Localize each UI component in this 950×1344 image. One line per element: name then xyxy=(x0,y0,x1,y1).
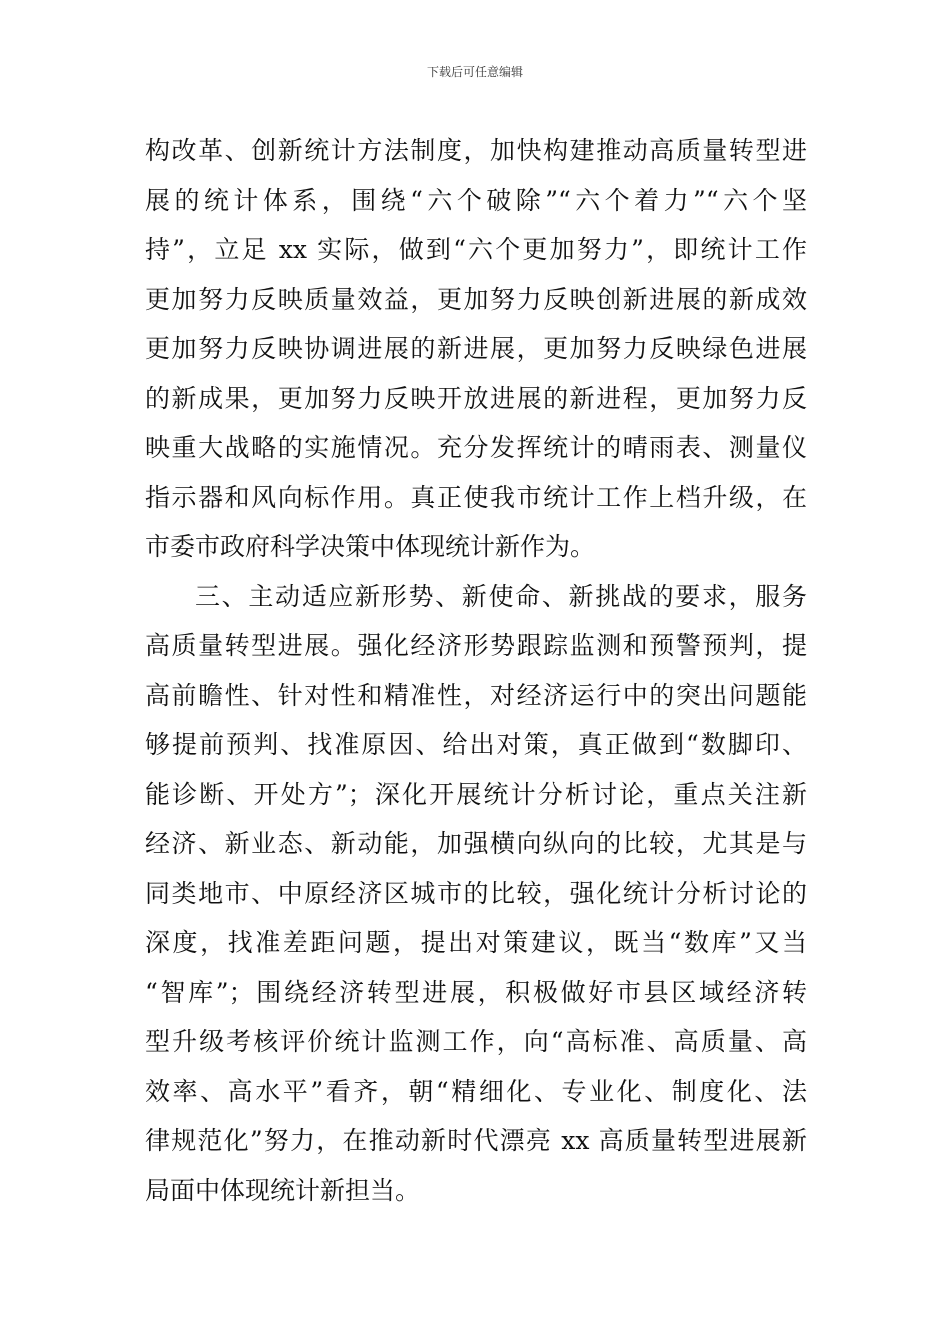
text-line: 高质量转型进展。强化经济形势跟踪监测和预警预判，提 xyxy=(145,631,807,660)
text-line: 更加努力反映质量效益，更加努力反映创新进展的新成效 xyxy=(145,284,807,314)
text-line: 构改革、创新统计方法制度，加快构建推动高质量转型进 xyxy=(145,136,807,165)
page-header-note: 下载后可任意编辑 xyxy=(426,65,523,79)
text-line: 深度，找准差距问题，提出对策建议，既当“数库”又当 xyxy=(145,928,807,957)
text-line: 够提前预判、找准原因、给出对策，真正做到“数脚印、 xyxy=(145,730,807,759)
text-line: 持”，立足 xx 实际，做到“六个更加努力”，即统计工作 xyxy=(145,235,807,264)
text-line: 映重大战略的实施情况。充分发挥统计的晴雨表、测量仪 xyxy=(145,433,807,462)
paragraph-end-line: 市委市政府科学决策中体现统计新作为。 xyxy=(145,532,596,561)
paragraph-end-line: 局面中体现统计新担当。 xyxy=(145,1175,421,1205)
text-line: 指示器和风向标作用。真正使我市统计工作上档升级，在 xyxy=(145,482,807,512)
text-line: 展的统计体系，围绕“六个破除”“六个着力”“六个坚 xyxy=(145,185,807,215)
text-line: 更加努力反映协调进展的新进展，更加努力反映绿色进展 xyxy=(145,334,807,363)
text-line: 高前瞻性、针对性和精准性，对经济运行中的突出问题能 xyxy=(145,680,807,710)
text-line: 型升级考核评价统计监测工作，向“高标准、高质量、高 xyxy=(145,1027,807,1056)
document-body xyxy=(145,126,807,1215)
text-line: 的新成果，更加努力反映开放进展的新进程，更加努力反 xyxy=(145,383,807,413)
text-line: 同类地市、中原经济区城市的比较，强化统计分析讨论的 xyxy=(145,878,807,908)
text-line: 律规范化”努力，在推动新时代漂亮 xx 高质量转型进展新 xyxy=(145,1126,807,1155)
paragraph-start-line: 三、主动适应新形势、新使命、新挑战的要求，服务 xyxy=(195,581,807,611)
text-line: “智库”；围绕经济转型进展，积极做好市县区域经济转 xyxy=(145,977,807,1007)
text-line: 经济、新业态、新动能，加强横向纵向的比较，尤其是与 xyxy=(145,829,807,858)
text-line: 能诊断、开处方”；深化开展统计分析讨论，重点关注新 xyxy=(145,779,807,809)
text-line: 效率、高水平”看齐，朝“精细化、专业化、制度化、法 xyxy=(145,1076,807,1106)
